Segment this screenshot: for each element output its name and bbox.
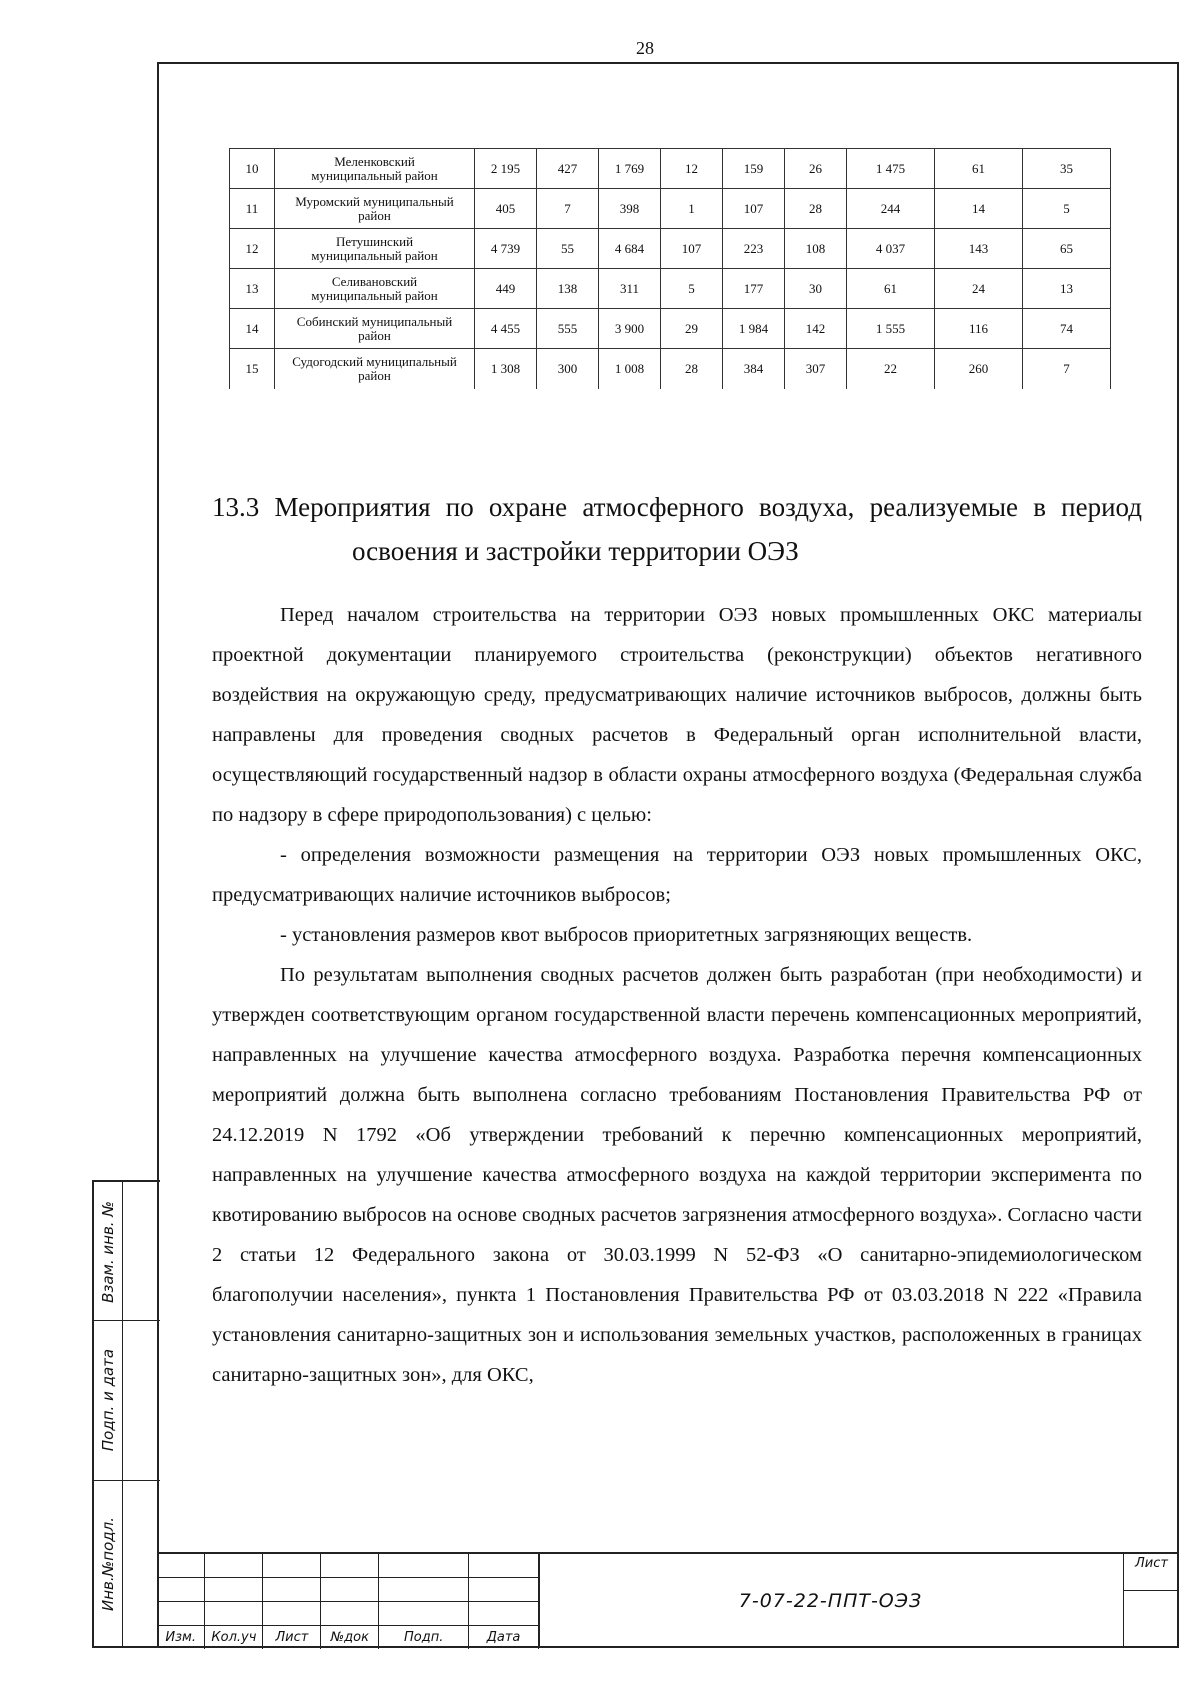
stamp-label-podp-data: Подп. и дата	[99, 1348, 117, 1452]
table-row	[230, 269, 1111, 309]
district-name-line-1: Муромский муниципальный	[295, 193, 454, 209]
district-name-line-1: Судогодский муниципальный	[292, 353, 457, 369]
district-name-cell	[275, 149, 475, 189]
col-podp: Подп.	[379, 1626, 469, 1650]
row-number-cell: 11	[230, 189, 275, 229]
value-cell: 1 769	[599, 149, 661, 189]
value-cell: 449	[475, 269, 537, 309]
value-cell: 1	[661, 189, 723, 229]
table-row	[230, 229, 1111, 269]
row-number-cell: 12	[230, 229, 275, 269]
value-cell: 65	[1023, 229, 1111, 269]
value-cell: 55	[537, 229, 599, 269]
district-name-cell	[275, 229, 475, 269]
value-cell: 7	[1023, 349, 1111, 389]
district-name-cell	[275, 349, 475, 389]
district-name-line-1: Собинский муниципальный	[296, 313, 453, 329]
sheet-divider	[1124, 1590, 1179, 1591]
value-cell: 1 984	[723, 309, 785, 349]
section-heading-line-1: 13.3 Мероприятия по охране атмосферного воздуха, реализуемые в период	[212, 492, 1142, 522]
value-cell: 14	[935, 189, 1023, 229]
document-code: 7-07-22-ППТ-ОЭЗ	[539, 1554, 1121, 1648]
value-cell: 61	[847, 269, 935, 309]
paragraph: Перед началом строительства на территории ОЭЗ новых промышленных ОКС материалы проектной документации планируемого строительства (реконструкции) объектов негативного воздействия на окружающую среду, предусматривающих наличие источников выбросов, должны быть направлены для проведения сводных расчетов в Федеральный орган исполнительной власти, осуществляющий государственный надзор в области охраны атмосферного воздуха (Федеральная служба по надзору в сфере природопользования) с целью:	[212, 604, 1142, 826]
district-name-line-2: район	[358, 367, 391, 383]
value-cell: 1 008	[599, 349, 661, 389]
value-cell: 260	[935, 349, 1023, 389]
value-cell: 244	[847, 189, 935, 229]
district-name-line-2: муниципальный район	[311, 287, 438, 303]
stamp-label-vzam-inv: Взам. инв. №	[99, 1201, 117, 1303]
value-cell: 107	[723, 189, 785, 229]
row-number-cell: 14	[230, 309, 275, 349]
value-cell: 22	[847, 349, 935, 389]
district-name-line-1: Селивановский	[331, 273, 418, 289]
section-heading-line-2: освоения и застройки территории ОЭЗ	[352, 536, 799, 566]
district-name-cell	[275, 309, 475, 349]
value-cell: 26	[785, 149, 847, 189]
value-cell: 13	[1023, 269, 1111, 309]
value-cell: 61	[935, 149, 1023, 189]
list-item: - установления размеров квот выбросов приоритетных загрязняющих веществ.	[280, 924, 973, 946]
value-cell: 2 195	[475, 149, 537, 189]
value-cell: 74	[1023, 309, 1111, 349]
value-cell: 177	[723, 269, 785, 309]
district-name-cell	[275, 269, 475, 309]
value-cell: 24	[935, 269, 1023, 309]
value-cell: 5	[661, 269, 723, 309]
row-number-cell: 15	[230, 349, 275, 389]
value-cell: 4 455	[475, 309, 537, 349]
value-cell: 108	[785, 229, 847, 269]
district-name-line-1: Петушинский	[335, 233, 414, 249]
table-row	[230, 149, 1111, 189]
body-text	[212, 595, 1142, 1395]
value-cell: 5	[1023, 189, 1111, 229]
table-row	[230, 349, 1111, 389]
value-cell: 28	[785, 189, 847, 229]
value-cell: 1 308	[475, 349, 537, 389]
paragraph: По результатам выполнения сводных расчетов должен быть разработан (при необходимости) и утвержден соответствующим органом государственной власти перечень компенсационных мероприятий, направленных на улучшение качества атмосферного воздуха. Разработка перечня компенсационных мероприятий должна быть выполнена согласно требованиям Постановления Правительства РФ от 24.12.2019 N 1792 «Об утверждении требований к перечню компенсационных мероприятий, направленных на улучшение качества атмосферного воздуха на каждой территории эксперимента по квотированию выбросов на основе сводных расчетов загрязнения атмосферного воздуха». Согласно части 2 статьи 12 Федерального закона от 30.03.1999 N 52-ФЗ «О санитарно-эпидемиологическом благополучии населения», пункта 1 Постановления Правительства РФ от 03.03.2018 N 222 «Правила установления санитарно-защитных зон и использования земельных участков, расположенных в границах санитарно-защитных зон», для ОКС,	[212, 964, 1142, 1386]
table-row	[230, 309, 1111, 349]
value-cell: 555	[537, 309, 599, 349]
row-number-cell: 10	[230, 149, 275, 189]
row-number-cell: 13	[230, 269, 275, 309]
side-stamp-divider	[94, 1320, 160, 1321]
value-cell: 116	[935, 309, 1023, 349]
page-number: 28	[636, 38, 654, 58]
value-cell: 3 900	[599, 309, 661, 349]
district-name-line-1: Меленковский	[334, 153, 415, 169]
sheet-label: Лист	[1135, 1556, 1168, 1571]
value-cell: 142	[785, 309, 847, 349]
section-heading	[212, 485, 1142, 573]
value-cell: 398	[599, 189, 661, 229]
sheet-cell	[1123, 1554, 1179, 1648]
value-cell: 4 684	[599, 229, 661, 269]
value-cell: 143	[935, 229, 1023, 269]
value-cell: 1 475	[847, 149, 935, 189]
list-item: - определения возможности размещения на территории ОЭЗ новых промышленных ОКС, предусматривающих наличие источников выбросов;	[212, 844, 1142, 906]
value-cell: 28	[661, 349, 723, 389]
value-cell: 405	[475, 189, 537, 229]
stamp-label-inv-podl: Инв.№подл.	[99, 1517, 117, 1611]
title-block	[157, 1552, 1179, 1648]
value-cell: 311	[599, 269, 661, 309]
table-body	[230, 149, 1111, 389]
value-cell: 30	[785, 269, 847, 309]
side-stamp-divider	[94, 1480, 160, 1481]
value-cell: 12	[661, 149, 723, 189]
district-name-line-2: район	[358, 327, 391, 343]
col-ndok: №док	[321, 1626, 379, 1650]
value-cell: 223	[723, 229, 785, 269]
col-list: Лист	[263, 1626, 321, 1650]
value-cell: 35	[1023, 149, 1111, 189]
value-cell: 384	[723, 349, 785, 389]
value-cell: 159	[723, 149, 785, 189]
value-cell: 4 037	[847, 229, 935, 269]
col-kol-uch: Кол.уч	[205, 1626, 263, 1650]
value-cell: 307	[785, 349, 847, 389]
value-cell: 107	[661, 229, 723, 269]
value-cell: 7	[537, 189, 599, 229]
value-cell: 427	[537, 149, 599, 189]
value-cell: 1 555	[847, 309, 935, 349]
data-table	[229, 148, 1111, 389]
value-cell: 4 739	[475, 229, 537, 269]
table-row	[230, 189, 1111, 229]
district-name-line-2: муниципальный район	[311, 247, 438, 263]
district-name-line-2: район	[358, 207, 391, 223]
title-block-grid	[157, 1554, 539, 1649]
value-cell: 300	[537, 349, 599, 389]
col-izm: Изм.	[157, 1626, 205, 1650]
district-name-cell	[275, 189, 475, 229]
value-cell: 138	[537, 269, 599, 309]
side-stamp	[92, 1180, 160, 1648]
value-cell: 29	[661, 309, 723, 349]
col-data: Дата	[469, 1626, 539, 1650]
district-name-line-2: муниципальный район	[311, 167, 438, 183]
